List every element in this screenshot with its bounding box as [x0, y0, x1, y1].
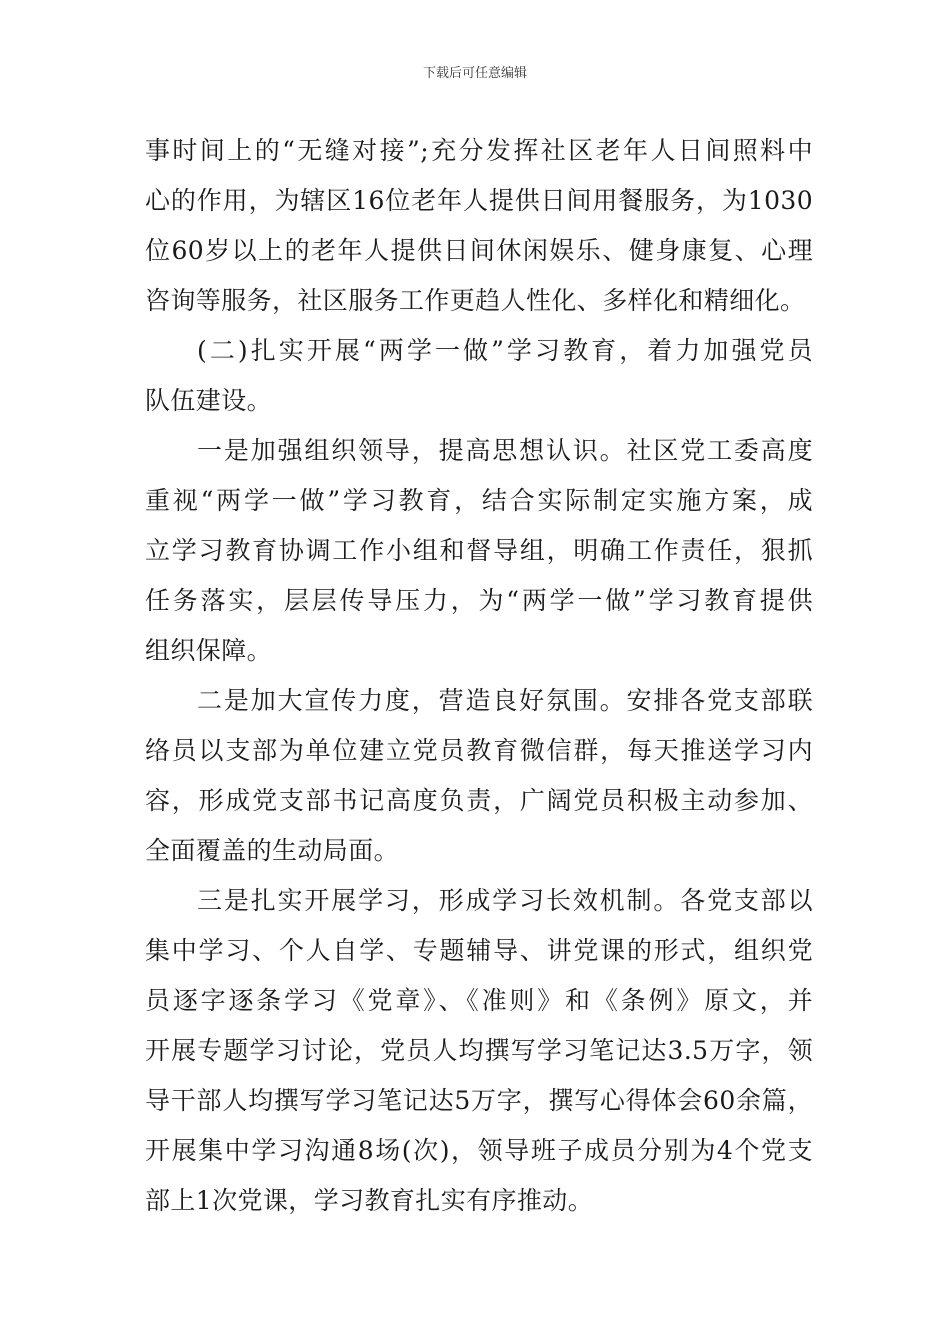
- text-line: 部上1次党课，学习教育扎实有序推动。: [145, 1186, 594, 1215]
- paragraph-p-community-services: [145, 126, 813, 326]
- paragraph-p-section-two-heading: [145, 326, 813, 426]
- text-line: 络员以支部为单位建立党员教育微信群，每天推送学习内: [145, 736, 813, 765]
- text-line: 导干部人均撰写学习笔记达5万字，撰写心得体会60余篇，: [145, 1086, 813, 1115]
- text-line: 事时间上的“无缝对接”;充分发挥社区老年人日间照料中: [145, 136, 813, 165]
- text-line: 全面覆盖的生动局面。: [145, 836, 400, 865]
- text-line: 三是扎实开展学习，形成学习长效机制。各党支部以: [197, 886, 813, 915]
- text-line: 任务落实，层层传导压力，为“两学一做”学习教育提供: [145, 586, 813, 615]
- text-line: 组织保障。: [145, 636, 273, 665]
- text-line: 集中学习、个人自学、专题辅导、讲党课的形式，组织党: [145, 936, 813, 965]
- text-line: 容，形成党支部书记高度负责，广阔党员积极主动参加、: [145, 786, 813, 815]
- text-line: 开展集中学习沟通8场(次)，领导班子成员分别为4个党支: [145, 1136, 813, 1165]
- text-line: 二是加大宣传力度，营造良好氛围。安排各党支部联: [197, 686, 813, 715]
- text-line: 一是加强组织领导，提高思想认识。社区党工委高度: [197, 436, 813, 465]
- page-header-note: 下载后可任意编辑: [422, 66, 527, 81]
- text-line: 咨询等服务，社区服务工作更趋人性化、多样化和精细化。: [145, 286, 806, 315]
- document-body: [145, 126, 813, 1226]
- text-line: 队伍建设。: [145, 386, 273, 415]
- text-line: 员逐字逐条学习《党章》、《准则》和《条例》原文，并: [145, 986, 813, 1015]
- text-line: 开展专题学习讨论，党员人均撰写学习笔记达3.5万字，领: [145, 1036, 813, 1065]
- paragraph-p-item-three: [145, 876, 813, 1226]
- text-line: 重视“两学一做”学习教育，结合实际制定实施方案，成: [145, 486, 813, 515]
- paragraph-p-item-two: [145, 676, 813, 876]
- text-line: 立学习教育协调工作小组和督导组，明确工作责任，狠抓: [145, 536, 813, 565]
- text-line: 位60岁以上的老年人提供日间休闲娱乐、健身康复、心理: [145, 236, 813, 265]
- text-line: (二)扎实开展“两学一做”学习教育，着力加强党员: [197, 336, 813, 365]
- paragraph-p-item-one: [145, 426, 813, 676]
- text-line: 心的作用，为辖区16位老年人提供日间用餐服务，为1030: [145, 186, 813, 215]
